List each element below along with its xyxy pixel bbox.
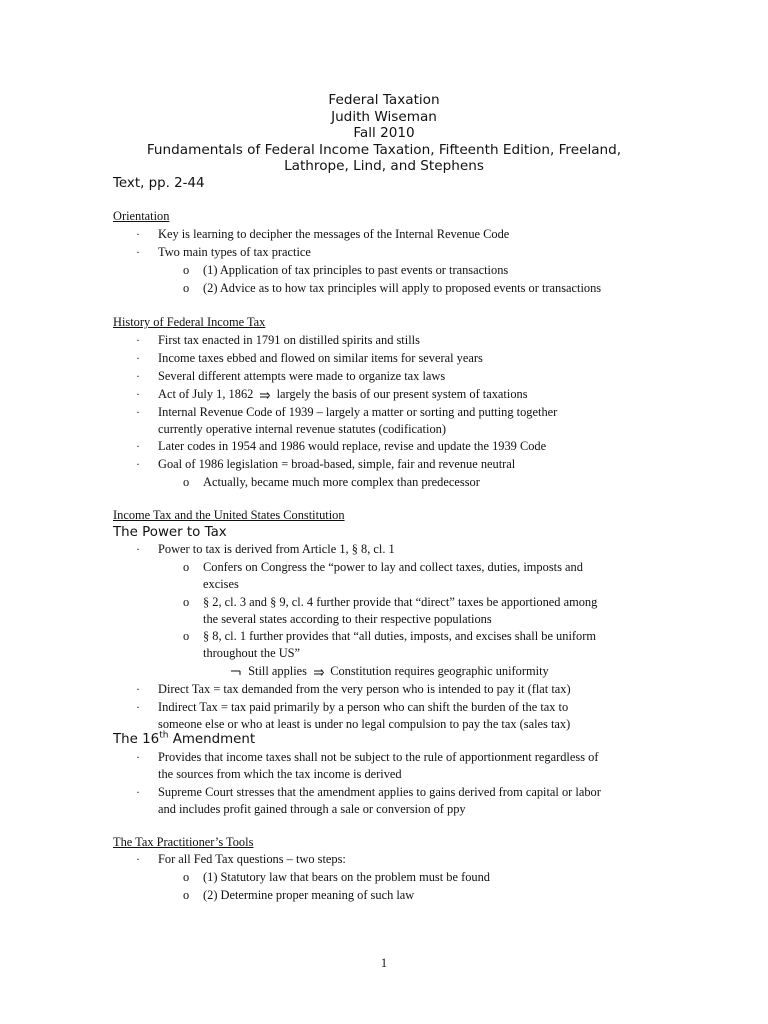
subsection-heading-16th-amendment: The 16th Amendment xyxy=(113,730,256,747)
sub-list-item-continued: the several states according to their respective populations xyxy=(203,612,492,626)
arrow-note xyxy=(228,663,549,680)
list-item: Power to tax is derived from Article 1, § 8, cl. 1 xyxy=(158,542,395,556)
list-item-continued: currently operative internal revenue statutes (codification) xyxy=(158,422,446,436)
section-heading-tools: The Tax Practitioner’s Tools xyxy=(113,835,254,849)
list-item: Supreme Court stresses that the amendment applies to gains derived from capital or labor xyxy=(158,785,601,799)
sub-bullet: o xyxy=(183,560,190,574)
textbook-title: Fundamentals of Federal Income Taxation, Fifteenth Edition, Freeland, xyxy=(146,142,622,158)
text-reference: Text, pp. 2-44 xyxy=(113,176,205,191)
page-number: 1 xyxy=(380,956,388,970)
sub-list-item: § 8, cl. 1 further provides that “all duties, imposts, and excises shall be uniform xyxy=(203,629,596,643)
sub-list-item-continued: excises xyxy=(203,577,239,591)
implies-arrow-icon xyxy=(313,668,324,676)
list-item xyxy=(158,386,528,403)
list-item: First tax enacted in 1791 on distilled spirits and stills xyxy=(158,333,420,347)
sub-list-item: Confers on Congress the “power to lay and collect taxes, duties, imposts and xyxy=(203,560,583,574)
implies-arrow-icon xyxy=(259,391,270,399)
list-item: Two main types of tax practice xyxy=(158,245,311,259)
sub-list-item: (2) Advice as to how tax principles will apply to proposed events or transactions xyxy=(203,281,602,295)
doc-title: Federal Taxation xyxy=(328,92,440,108)
list-item-continued: the sources from which the tax income is derived xyxy=(158,767,402,781)
list-item-text: largely the basis of our present system of taxations xyxy=(276,387,528,401)
right-arrow-icon xyxy=(231,668,242,676)
bullet: · xyxy=(136,852,140,866)
sub-bullet: o xyxy=(183,263,190,277)
bullet: · xyxy=(136,245,140,259)
list-item: Provides that income taxes shall not be subject to the rule of apportionment regardless of xyxy=(158,750,599,764)
author-name: Judith Wiseman xyxy=(331,109,437,125)
bullet: · xyxy=(136,405,140,419)
sub-bullet: o xyxy=(183,475,190,489)
list-item: Later codes in 1954 and 1986 would replace, revise and update the 1939 Code xyxy=(158,439,547,453)
list-item: Internal Revenue Code of 1939 – largely a matter or sorting and putting together xyxy=(158,405,558,419)
list-item: Direct Tax = tax demanded from the very person who is intended to pay it (flat tax) xyxy=(158,682,571,696)
bullet: · xyxy=(136,700,140,714)
bullet: · xyxy=(136,785,140,799)
arrow-note-text: Constitution requires geographic uniformity xyxy=(330,664,549,678)
sub-list-item: Actually, became much more complex than predecessor xyxy=(203,475,480,489)
textbook-authors: Lathrope, Lind, and Stephens xyxy=(284,158,484,174)
sub-bullet: o xyxy=(183,888,190,902)
sub-list-item-continued: throughout the US” xyxy=(203,646,301,660)
term: Fall 2010 xyxy=(353,125,415,141)
section-heading-history: History of Federal Income Tax xyxy=(113,315,266,329)
list-item-continued: and includes profit gained through a sale or conversion of ppy xyxy=(158,802,466,816)
bullet: · xyxy=(136,333,140,347)
sub-list-item: (2) Determine proper meaning of such law xyxy=(203,888,415,902)
sub-bullet: o xyxy=(183,281,190,295)
sub-list-item: § 2, cl. 3 and § 9, cl. 4 further provide that “direct” taxes be apportioned among xyxy=(203,595,598,609)
bullet: · xyxy=(136,351,140,365)
list-item: Several different attempts were made to organize tax laws xyxy=(158,369,446,383)
bullet: · xyxy=(136,369,140,383)
list-item: Indirect Tax = tax paid primarily by a person who can shift the burden of the tax to xyxy=(158,700,569,714)
bullet: · xyxy=(136,682,140,696)
sub-list-item: (1) Application of tax principles to past events or transactions xyxy=(203,263,509,277)
subsection-heading-power-to-tax: The Power to Tax xyxy=(113,525,227,540)
list-item: Income taxes ebbed and flowed on similar items for several years xyxy=(158,351,483,365)
sub-bullet: o xyxy=(183,629,190,643)
list-item-continued: someone else or who at least is under no legal compulsion to pay the tax (sales tax) xyxy=(158,717,571,731)
bullet: · xyxy=(136,457,140,471)
list-item: For all Fed Tax questions – two steps: xyxy=(158,852,346,866)
bullet: · xyxy=(136,439,140,453)
list-item: Goal of 1986 legislation = broad-based, simple, fair and revenue neutral xyxy=(158,457,516,471)
bullet: · xyxy=(136,750,140,764)
bullet: · xyxy=(136,387,140,401)
arrow-note-text: Still applies xyxy=(248,664,307,678)
sub-bullet: o xyxy=(183,595,190,609)
section-heading-constitution: Income Tax and the United States Constitution xyxy=(113,508,345,522)
list-item-text: Act of July 1, 1862 xyxy=(158,387,254,401)
sub-bullet: o xyxy=(183,870,190,884)
bullet: · xyxy=(136,227,140,241)
list-item: Key is learning to decipher the messages of the Internal Revenue Code xyxy=(158,227,510,241)
bullet: · xyxy=(136,542,140,556)
sub-list-item: (1) Statutory law that bears on the problem must be found xyxy=(203,870,490,884)
section-heading-orientation: Orientation xyxy=(113,209,170,223)
